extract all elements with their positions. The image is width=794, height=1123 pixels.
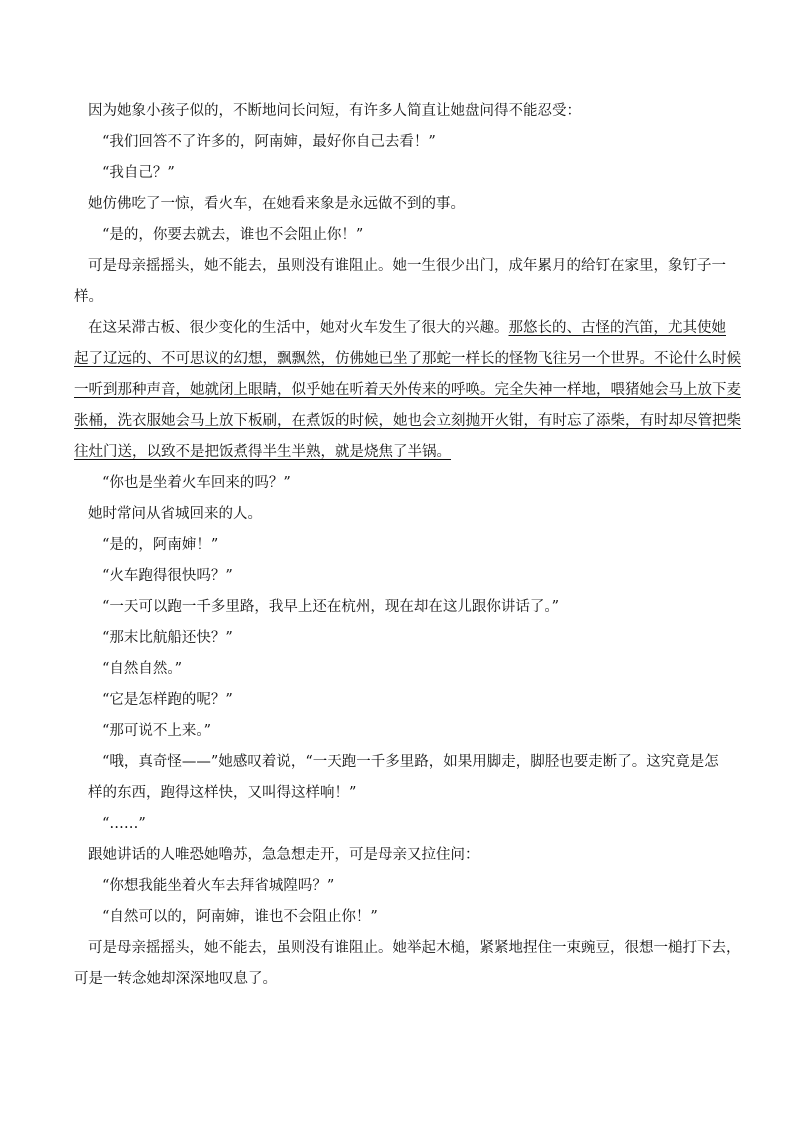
paragraph-line: 可是母亲摇摇头，她不能去，虽则没有谁阻止。她一生很少出门，成年累月的给钉在家里，象钉子一 [88, 258, 726, 274]
paragraph: 因为她象小孩子似的，不断地问长问短，有许多人简直让她盘问得不能忍受： [88, 103, 581, 119]
underlined-text: 张桶，洗衣服她会马上放下板刷，在煮饭的时候，她也会立刻抛开火钳，有时忘了添柴，有时却尽管把柴 [74, 413, 741, 429]
paragraph-line [74, 406, 741, 437]
paragraph [74, 933, 741, 995]
paragraph-line [74, 344, 741, 375]
dialogue-line: “你也是坐着火车回来的吗？” [102, 475, 291, 491]
plain-text: 在这呆滞古板、很少变化的生活中，她对火车发生了很大的兴趣。 [88, 320, 509, 336]
underlined-paragraph [74, 313, 741, 468]
paragraph-line: 样的东西，跑得这样快，又叫得这样响！” [88, 785, 357, 801]
paragraph-line [74, 437, 724, 468]
dialogue-line: “……” [102, 816, 146, 832]
dialogue-line: “它是怎样跑的呢？” [102, 692, 233, 708]
dialogue-line: “那末比航船还快？” [102, 630, 233, 646]
dialogue-line: “我自己？” [102, 165, 175, 181]
dialogue-line: “那可说不上来。” [102, 723, 212, 739]
dialogue-line: “我们回答不了许多的，阿南婶，最好你自己去看！” [102, 134, 436, 150]
paragraph: 跟她讲话的人唯恐她噜苏，急急想走开，可是母亲又拉住问： [88, 847, 480, 863]
dialogue-line: “是的，你要去就去，谁也不会阻止你！” [102, 227, 364, 243]
underlined-text: 起了辽远的、不可思议的幻想，飘飘然，仿佛她已坐了那蛇一样长的怪物飞往另一个世界。不论什么时候 [74, 351, 741, 367]
dialogue-paragraph [88, 747, 724, 809]
dialogue-line: “一天可以跑一千多里路，我早上还在杭州，现在却在这儿跟你讲话了。” [102, 599, 560, 615]
paragraph-line: 可是母亲摇摇头，她不能去，虽则没有谁阻止。她举起木槌，紧紧地捏住一束豌豆，很想一槌打下去， [88, 940, 741, 956]
paragraph-line: 样。 [74, 289, 103, 305]
dialogue-line: “自然自然。” [102, 661, 183, 677]
underlined-text: 那悠长的、古怪的汽笛，尤其使她 [508, 320, 726, 336]
dialogue-line: “是的，阿南婶！” [102, 537, 219, 553]
paragraph: 她时常问从省城回来的人。 [88, 506, 262, 522]
paragraph-line: 可是一转念她却深深地叹息了。 [74, 971, 277, 987]
paragraph: 她仿佛吃了一惊，看火车，在她看来象是永远做不到的事。 [88, 196, 465, 212]
dialogue-line: “火车跑得很快吗？” [102, 568, 233, 584]
underlined-text: 往灶门送，以致不是把饭煮得半生半熟，就是烧焦了半锅。 [74, 444, 451, 460]
dialogue-line: “自然可以的，阿南婶，谁也不会阻止你！” [102, 909, 378, 925]
paragraph-line: “哦，真奇怪——”她感叹着说，“一天跑一千多里路，如果用脚走，脚胫也要走断了。这究竟是怎 [102, 754, 719, 770]
paragraph-line [88, 313, 724, 344]
document-body [74, 96, 741, 995]
paragraph-line [74, 375, 741, 406]
underlined-text: 一听到那种声音，她就闭上眼睛，似乎她在听着天外传来的呼唤。完全失神一样地，喂猪她会马上放下麦 [74, 382, 741, 398]
dialogue-line: “你想我能坐着火车去拜省城隍吗？” [102, 878, 335, 894]
paragraph [74, 251, 726, 313]
